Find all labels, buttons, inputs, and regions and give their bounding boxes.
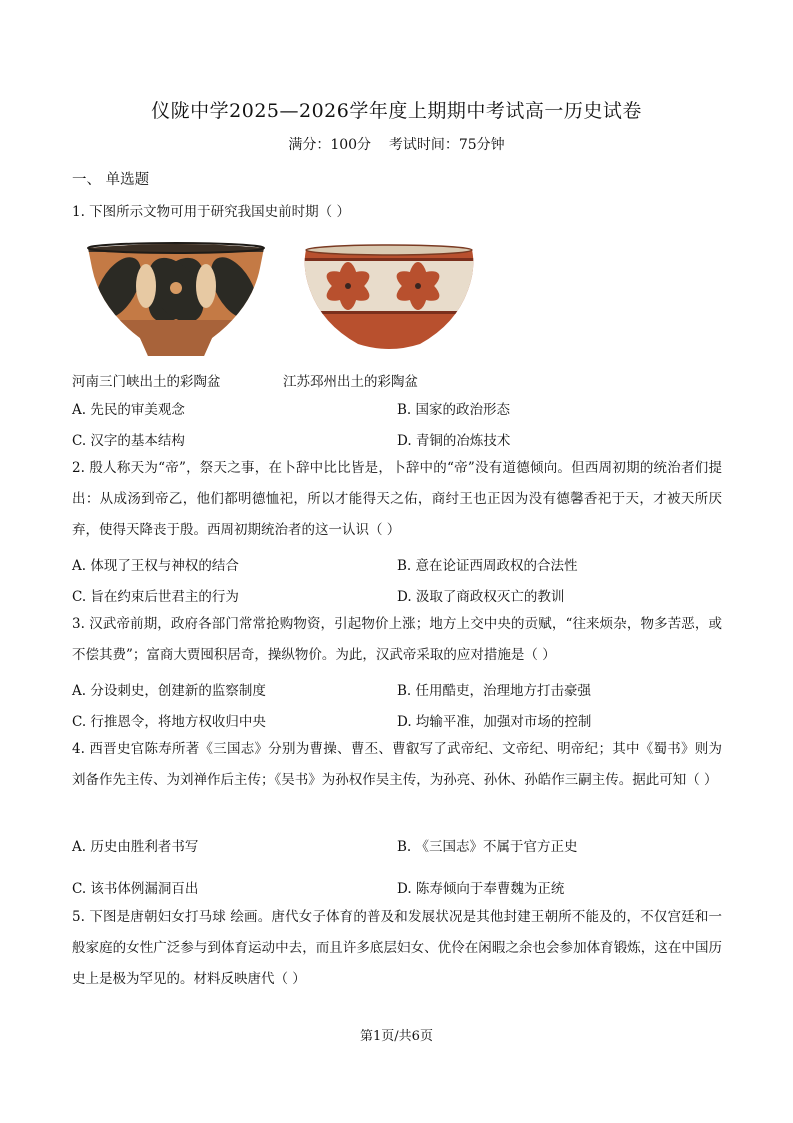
q2-option-a[interactable]: A. 体现了王权与神权的结合 [72,558,239,574]
q4-option-c[interactable]: C. 该书体例漏洞百出 [72,881,199,897]
q2-option-b[interactable]: B. 意在论证西周政权的合法性 [397,558,578,574]
q4-option-a[interactable]: A. 历史由胜利者书写 [72,839,199,855]
q3-option-b[interactable]: B. 任用酷吏，治理地方打击豪强 [397,683,592,699]
painted-pottery-basin-sanmenxia [82,238,270,360]
question-4-stem: 4. 西晋史官陈寿所著《三国志》分别为曹操、曹丕、曹叡写了武帝纪、文帝纪、明帝纪；其中《蜀书》则为刘备作先主传、为刘禅作后主传；《吴书》为孙权作吴主传，为孙亮、孙休、孙皓作三嗣主传。据此可知（ ） [72,741,722,788]
question-1-stem: 1. 下图所示文物可用于研究我国史前时期（ ） [72,204,350,220]
q3-option-d[interactable]: D. 均输平准，加强对市场的控制 [397,714,592,730]
q1-option-a[interactable]: A. 先民的审美观念 [72,402,185,418]
caption-sanmenxia: 河南三门峡出土的彩陶盆 [72,374,221,390]
q1-option-b[interactable]: B. 国家的政治形态 [397,402,511,418]
q1-option-d[interactable]: D. 青铜的冶炼技术 [397,433,511,449]
q1-option-c[interactable]: C. 汉字的基本结构 [72,433,185,449]
q3-option-a[interactable]: A. 分设刺史，创建新的监察制度 [72,683,266,699]
q4-option-d[interactable]: D. 陈寿倾向于奉曹魏为正统 [397,881,565,897]
section-title: 一、 单选题 [72,172,150,188]
question-2-stem: 2. 殷人称天为“帝”，祭天之事，在卜辞中比比皆是，卜辞中的“帝”没有道德倾向。但西周初期的统治者们提出：从成汤到帝乙，他们都明德恤祀，所以才能得天之佑，商纣王也正因为没有德馨香祀于天，才被天所厌弃，使得天降丧于殷。西周初期统治者的这一认识（ ） [72,460,722,538]
q2-option-c[interactable]: C. 旨在约束后世君主的行为 [72,589,239,605]
exam-subtitle: 满分：100分 考试时间：75分钟 [288,137,505,153]
page-number: 第1页/共6页 [360,1029,433,1044]
exam-title: 仪陇中学2025—2026学年度上期期中考试高一历史试卷 [151,100,642,122]
q4-option-b[interactable]: B. 《三国志》不属于官方正史 [397,839,578,855]
question-5-stem: 5. 下图是唐朝妇女打马球 绘画。唐代女子体育的普及和发展状况是其他封建王朝所不能及的，不仅宫廷和一般家庭的女性广泛参与到体育运动中去，而且许多底层妇女、优伶在闲暇之余也会参加体育锻炼，这在中国历史上是极为罕见的。材料反映唐代（ ） [72,909,722,987]
q2-option-d[interactable]: D. 汲取了商政权灭亡的教训 [397,589,565,605]
caption-pizhou: 江苏邳州出土的彩陶盆 [283,374,418,390]
question-3-stem: 3. 汉武帝前期，政府各部门常常抢购物资，引起物价上涨；地方上交中央的贡赋，“往来烦杂，物多苦恶，或不偿其费”；富商大贾囤积居奇，操纵物价。为此，汉武帝采取的应对措施是（ ） [72,616,722,663]
q3-option-c[interactable]: C. 行推恩令，将地方权收归中央 [72,714,266,730]
painted-pottery-basin-pizhou [300,240,478,358]
